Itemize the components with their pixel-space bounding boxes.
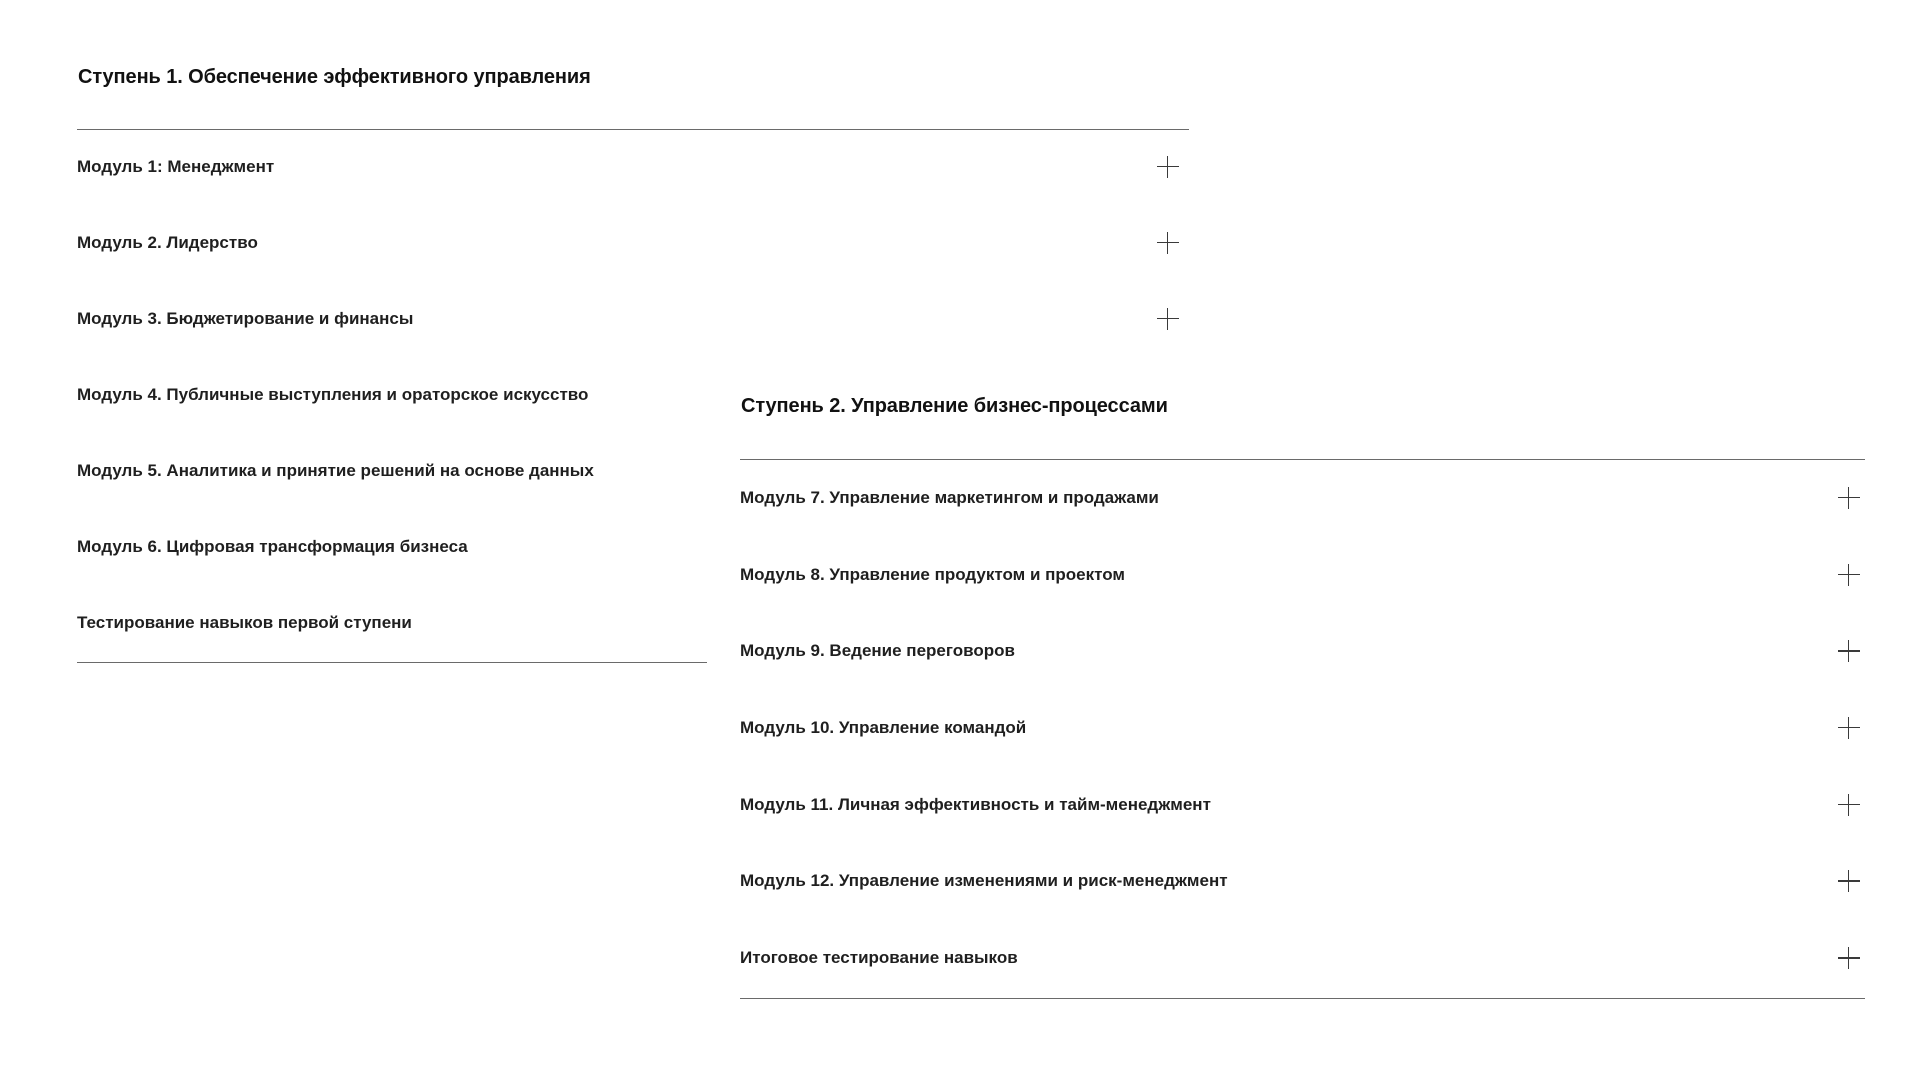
- module-label: Модуль 2. Лидерство: [77, 233, 258, 252]
- module-label: Модуль 4. Публичные выступления и ораторское искусство: [77, 385, 589, 404]
- module-label: Модуль 7. Управление маркетингом и продажами: [740, 488, 1159, 507]
- stage-2-final-test[interactable]: [740, 920, 1865, 997]
- stage-1-module-3[interactable]: [77, 282, 1189, 358]
- stage-2-title: Ступень 2. Управление бизнес-процессами: [741, 395, 1168, 417]
- module-label: Модуль 9. Ведение переговоров: [740, 641, 1015, 661]
- module-label: Модуль 8. Управление продуктом и проектом: [740, 564, 1125, 584]
- stage-1-title: Ступень 1. Обеспечение эффективного управления: [78, 66, 591, 88]
- module-label: Модуль 11. Личная эффективность и тайм-менеджмент: [740, 794, 1211, 814]
- module-label: Итоговое тестирование навыков: [740, 948, 1018, 968]
- module-label: Модуль 6. Цифровая трансформация бизнеса: [77, 537, 468, 556]
- plus-icon[interactable]: [1157, 232, 1179, 254]
- stage-2-module-8[interactable]: [740, 537, 1865, 614]
- plus-icon[interactable]: [1838, 947, 1860, 969]
- module-label: Модуль 5. Аналитика и принятие решений на основе данных: [77, 461, 594, 480]
- stage-1-bottom-divider: [77, 662, 707, 663]
- plus-icon[interactable]: [1838, 640, 1860, 662]
- plus-icon[interactable]: [1157, 308, 1179, 330]
- plus-icon[interactable]: [1838, 717, 1860, 739]
- module-label: Модуль 12. Управление изменениями и риск-менеджмент: [740, 871, 1228, 891]
- module-label: Модуль 3. Бюджетирование и финансы: [77, 309, 414, 328]
- stage-1-module-2[interactable]: [77, 206, 1189, 282]
- stage-2-module-list: [740, 460, 1865, 997]
- module-label: Тестирование навыков первой ступени: [77, 613, 412, 632]
- stage-2-module-7[interactable]: [740, 460, 1865, 537]
- plus-icon[interactable]: [1838, 487, 1860, 509]
- plus-icon[interactable]: [1838, 870, 1860, 892]
- plus-icon[interactable]: [1838, 564, 1860, 586]
- stage-1-module-1[interactable]: [77, 130, 1189, 206]
- stage-2-module-9[interactable]: [740, 613, 1865, 690]
- stage-2-module-10[interactable]: [740, 690, 1865, 767]
- module-label: Модуль 1: Менеджмент: [77, 157, 275, 176]
- stage-2-bottom-divider: [740, 998, 1865, 999]
- stage-2-module-12[interactable]: [740, 843, 1865, 920]
- plus-icon[interactable]: [1157, 156, 1179, 178]
- plus-icon[interactable]: [1838, 794, 1860, 816]
- module-label: Модуль 10. Управление командой: [740, 718, 1027, 738]
- stage-2-module-11[interactable]: [740, 767, 1865, 844]
